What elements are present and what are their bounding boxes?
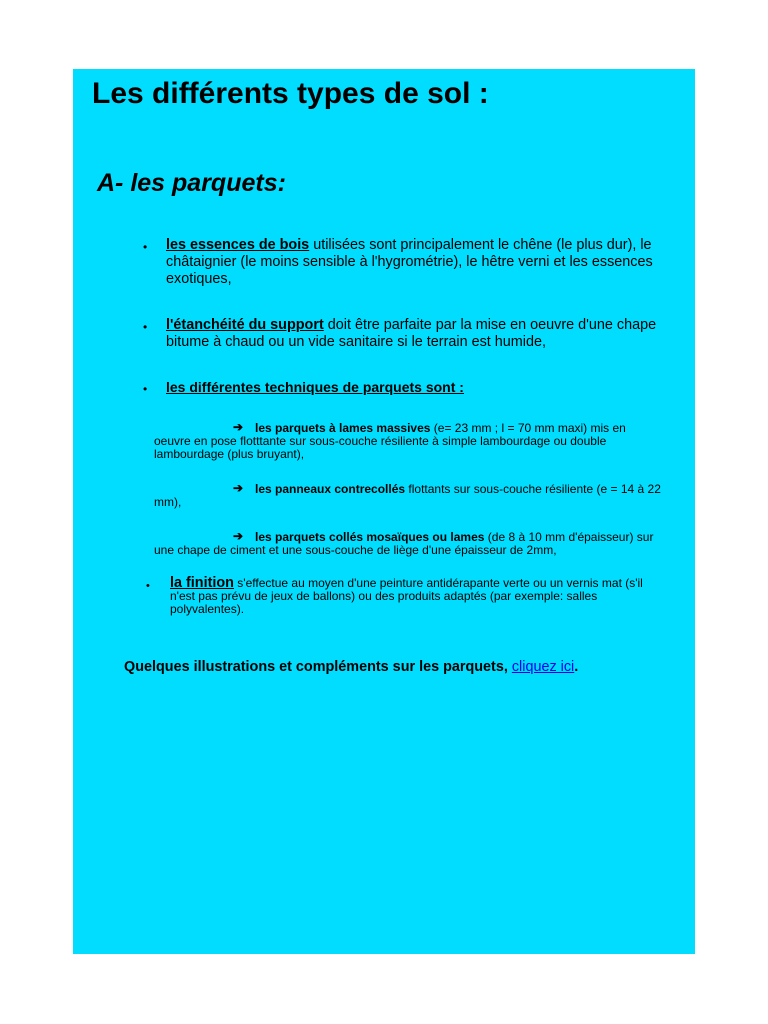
arrow-right-icon: ➔ xyxy=(233,420,244,434)
finition-text: s'effectue au moyen d'une peinture antidérapante verte ou un vernis mat (s'il xyxy=(233,576,643,590)
illustrations-text: Quelques illustrations et compléments sur les parquets, xyxy=(124,659,512,675)
list-item-etancheite xyxy=(166,317,696,351)
technique-text: (de 8 à 10 mm d'épaisseur) sur xyxy=(484,530,654,544)
illustrations-end: . xyxy=(574,659,579,675)
bullet-icon: • xyxy=(146,580,150,592)
item-label: les essences de bois xyxy=(166,237,310,253)
list-item-techniques xyxy=(166,379,696,396)
technique-massives xyxy=(154,422,694,461)
arrow-right-icon: ➔ xyxy=(233,529,244,543)
item-text: châtaignier (le moins sensible à l'hygrométrie), le hêtre verni et les essences xyxy=(166,254,653,270)
bullet-icon: • xyxy=(143,240,148,254)
arrow-right-icon: ➔ xyxy=(233,481,244,495)
finition-text: polyvalentes). xyxy=(170,602,245,616)
finition-text: n'est pas prévu de jeux de ballons) ou des produits adaptés (par exemple: salles xyxy=(170,589,598,603)
item-label: les différentes techniques de parquets sont : xyxy=(166,379,464,395)
bullet-icon: • xyxy=(143,320,148,334)
item-label: l'étanchéité du support xyxy=(166,317,324,333)
cliquez-ici-link[interactable]: cliquez ici xyxy=(511,659,575,675)
technique-label: les parquets à lames massives xyxy=(255,421,431,435)
item-text: bitume à chaud ou un vide sanitaire si le terrain est humide, xyxy=(166,334,546,350)
list-item-essences xyxy=(166,237,696,288)
item-label: la finition xyxy=(170,575,234,591)
technique-text: lambourdage (plus bruyant), xyxy=(154,447,305,461)
item-text: doit être parfaite par la mise en oeuvre d'une chape xyxy=(323,317,657,333)
technique-label: les parquets collés mosaïques ou lames xyxy=(255,530,485,544)
technique-contrecolles xyxy=(154,483,694,509)
document-page xyxy=(73,69,695,954)
technique-text: flottants sur sous-couche résiliente (e = 14 à 22 xyxy=(405,482,661,496)
page-title: Les différents types de sol : xyxy=(92,77,489,110)
list-item-finition xyxy=(154,577,694,616)
technique-text: mm), xyxy=(154,495,182,509)
technique-text: (e= 23 mm ; l = 70 mm maxi) mis en xyxy=(430,421,626,435)
item-text: utilisées sont principalement le chêne (le plus dur), le xyxy=(309,237,652,253)
bullet-icon: • xyxy=(143,382,148,396)
technique-text: oeuvre en pose flotttante sur sous-couche résiliente à simple lambourdage ou double xyxy=(154,434,607,448)
illustrations-line xyxy=(124,659,578,675)
item-text: exotiques, xyxy=(166,271,232,287)
technique-label: les panneaux contrecollés xyxy=(255,482,406,496)
technique-text: une chape de ciment et une sous-couche de liège d'une épaisseur de 2mm, xyxy=(154,543,557,557)
technique-colles xyxy=(154,531,694,557)
section-title: A- les parquets: xyxy=(97,169,286,197)
